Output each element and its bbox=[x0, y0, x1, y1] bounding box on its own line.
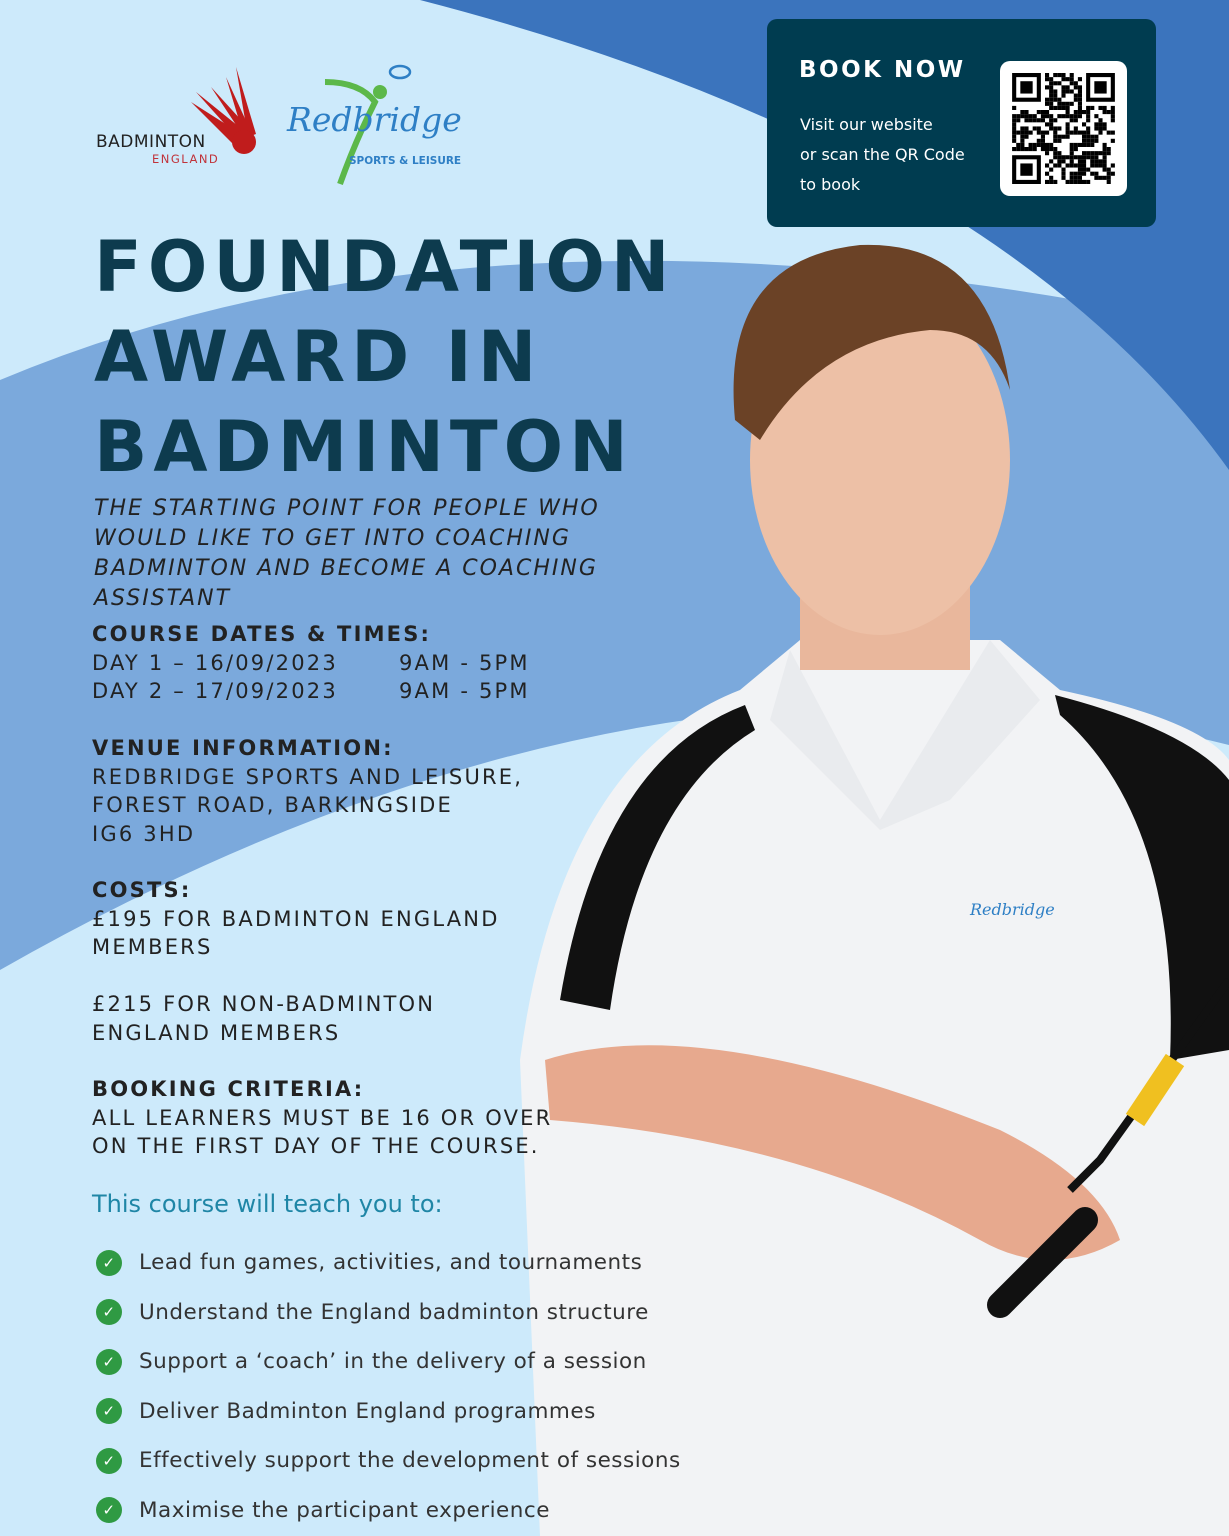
subtitle: THE STARTING POINT FOR PEOPLE WHO WOULD LIKE TO GET INTO COACHING BADMINTON AND BECOME A COACHING ASSISTANT bbox=[94, 496, 600, 611]
title-line: BADMINTON bbox=[94, 406, 634, 488]
cost-line: £195 FOR BADMINTON ENGLAND bbox=[92, 906, 500, 931]
book-now-line: to book bbox=[800, 175, 861, 194]
course-dates bbox=[92, 620, 530, 706]
day-date: DAY 2 – 17/09/2023 bbox=[92, 679, 338, 703]
book-now-panel bbox=[767, 19, 1156, 227]
title-line: FOUNDATION bbox=[94, 226, 676, 308]
check-icon: ✓ bbox=[96, 1299, 122, 1325]
list-item: ✓ Support a ‘coach’ in the delivery of a session bbox=[96, 1337, 681, 1387]
logo-text-badminton: BADMINTON bbox=[96, 132, 206, 152]
page-title bbox=[94, 222, 675, 492]
redbridge-logo bbox=[285, 62, 475, 187]
cost-line: MEMBERS bbox=[92, 935, 213, 959]
day-date: DAY 1 – 16/09/2023 bbox=[92, 650, 338, 675]
day-time: 9AM - 5PM bbox=[399, 650, 530, 675]
book-now-line: Visit our website bbox=[800, 115, 933, 134]
check-icon: ✓ bbox=[96, 1398, 122, 1424]
list-item: ✓ Effectively support the development of sessions bbox=[96, 1436, 681, 1486]
list-item: ✓ Understand the England badminton structure bbox=[96, 1288, 681, 1338]
criteria-line: ON THE FIRST DAY OF THE COURSE. bbox=[92, 1134, 540, 1158]
list-item: ✓ Maximise the participant experience bbox=[96, 1486, 681, 1536]
cost-line: ENGLAND MEMBERS bbox=[92, 1020, 341, 1045]
section-heading: BOOKING CRITERIA: bbox=[92, 1077, 365, 1101]
list-item: ✓ Deliver Badminton England programmes bbox=[96, 1387, 681, 1437]
logo-text-redbridge: Redbridge bbox=[287, 100, 462, 139]
booking-criteria bbox=[92, 1075, 552, 1161]
badminton-england-logo bbox=[96, 62, 266, 172]
qr-code[interactable] bbox=[1000, 61, 1127, 196]
section-heading: COSTS: bbox=[92, 878, 192, 902]
venue-line: REDBRIDGE SPORTS AND LEISURE, bbox=[92, 764, 524, 789]
venue-info bbox=[92, 734, 523, 848]
logo-text-tagline: SPORTS & LEISURE bbox=[349, 155, 462, 167]
check-icon: ✓ bbox=[96, 1448, 122, 1474]
check-icon: ✓ bbox=[96, 1349, 122, 1375]
book-now-line: or scan the QR Code bbox=[800, 145, 965, 164]
check-icon: ✓ bbox=[96, 1497, 122, 1523]
teach-list bbox=[96, 1238, 681, 1535]
book-now-title: BOOK NOW bbox=[799, 57, 966, 83]
criteria-line: ALL LEARNERS MUST BE 16 OR OVER bbox=[92, 1105, 553, 1130]
cost-line: £215 FOR NON-BADMINTON bbox=[92, 992, 436, 1016]
teach-heading: This course will teach you to: bbox=[92, 1190, 443, 1218]
shirt-logo: Redbridge bbox=[970, 900, 1055, 919]
logo-text-england: ENGLAND bbox=[152, 152, 220, 166]
section-heading: COURSE DATES & TIMES: bbox=[92, 622, 432, 646]
check-icon: ✓ bbox=[96, 1250, 122, 1276]
venue-line: FOREST ROAD, BARKINGSIDE bbox=[92, 793, 454, 817]
list-item: ✓ Lead fun games, activities, and tournaments bbox=[96, 1238, 681, 1288]
costs bbox=[92, 876, 500, 1047]
venue-line: IG6 3HD bbox=[92, 821, 196, 846]
day-time: 9AM - 5PM bbox=[399, 679, 530, 703]
section-heading: VENUE INFORMATION: bbox=[92, 736, 394, 760]
title-line: AWARD IN bbox=[94, 316, 543, 398]
